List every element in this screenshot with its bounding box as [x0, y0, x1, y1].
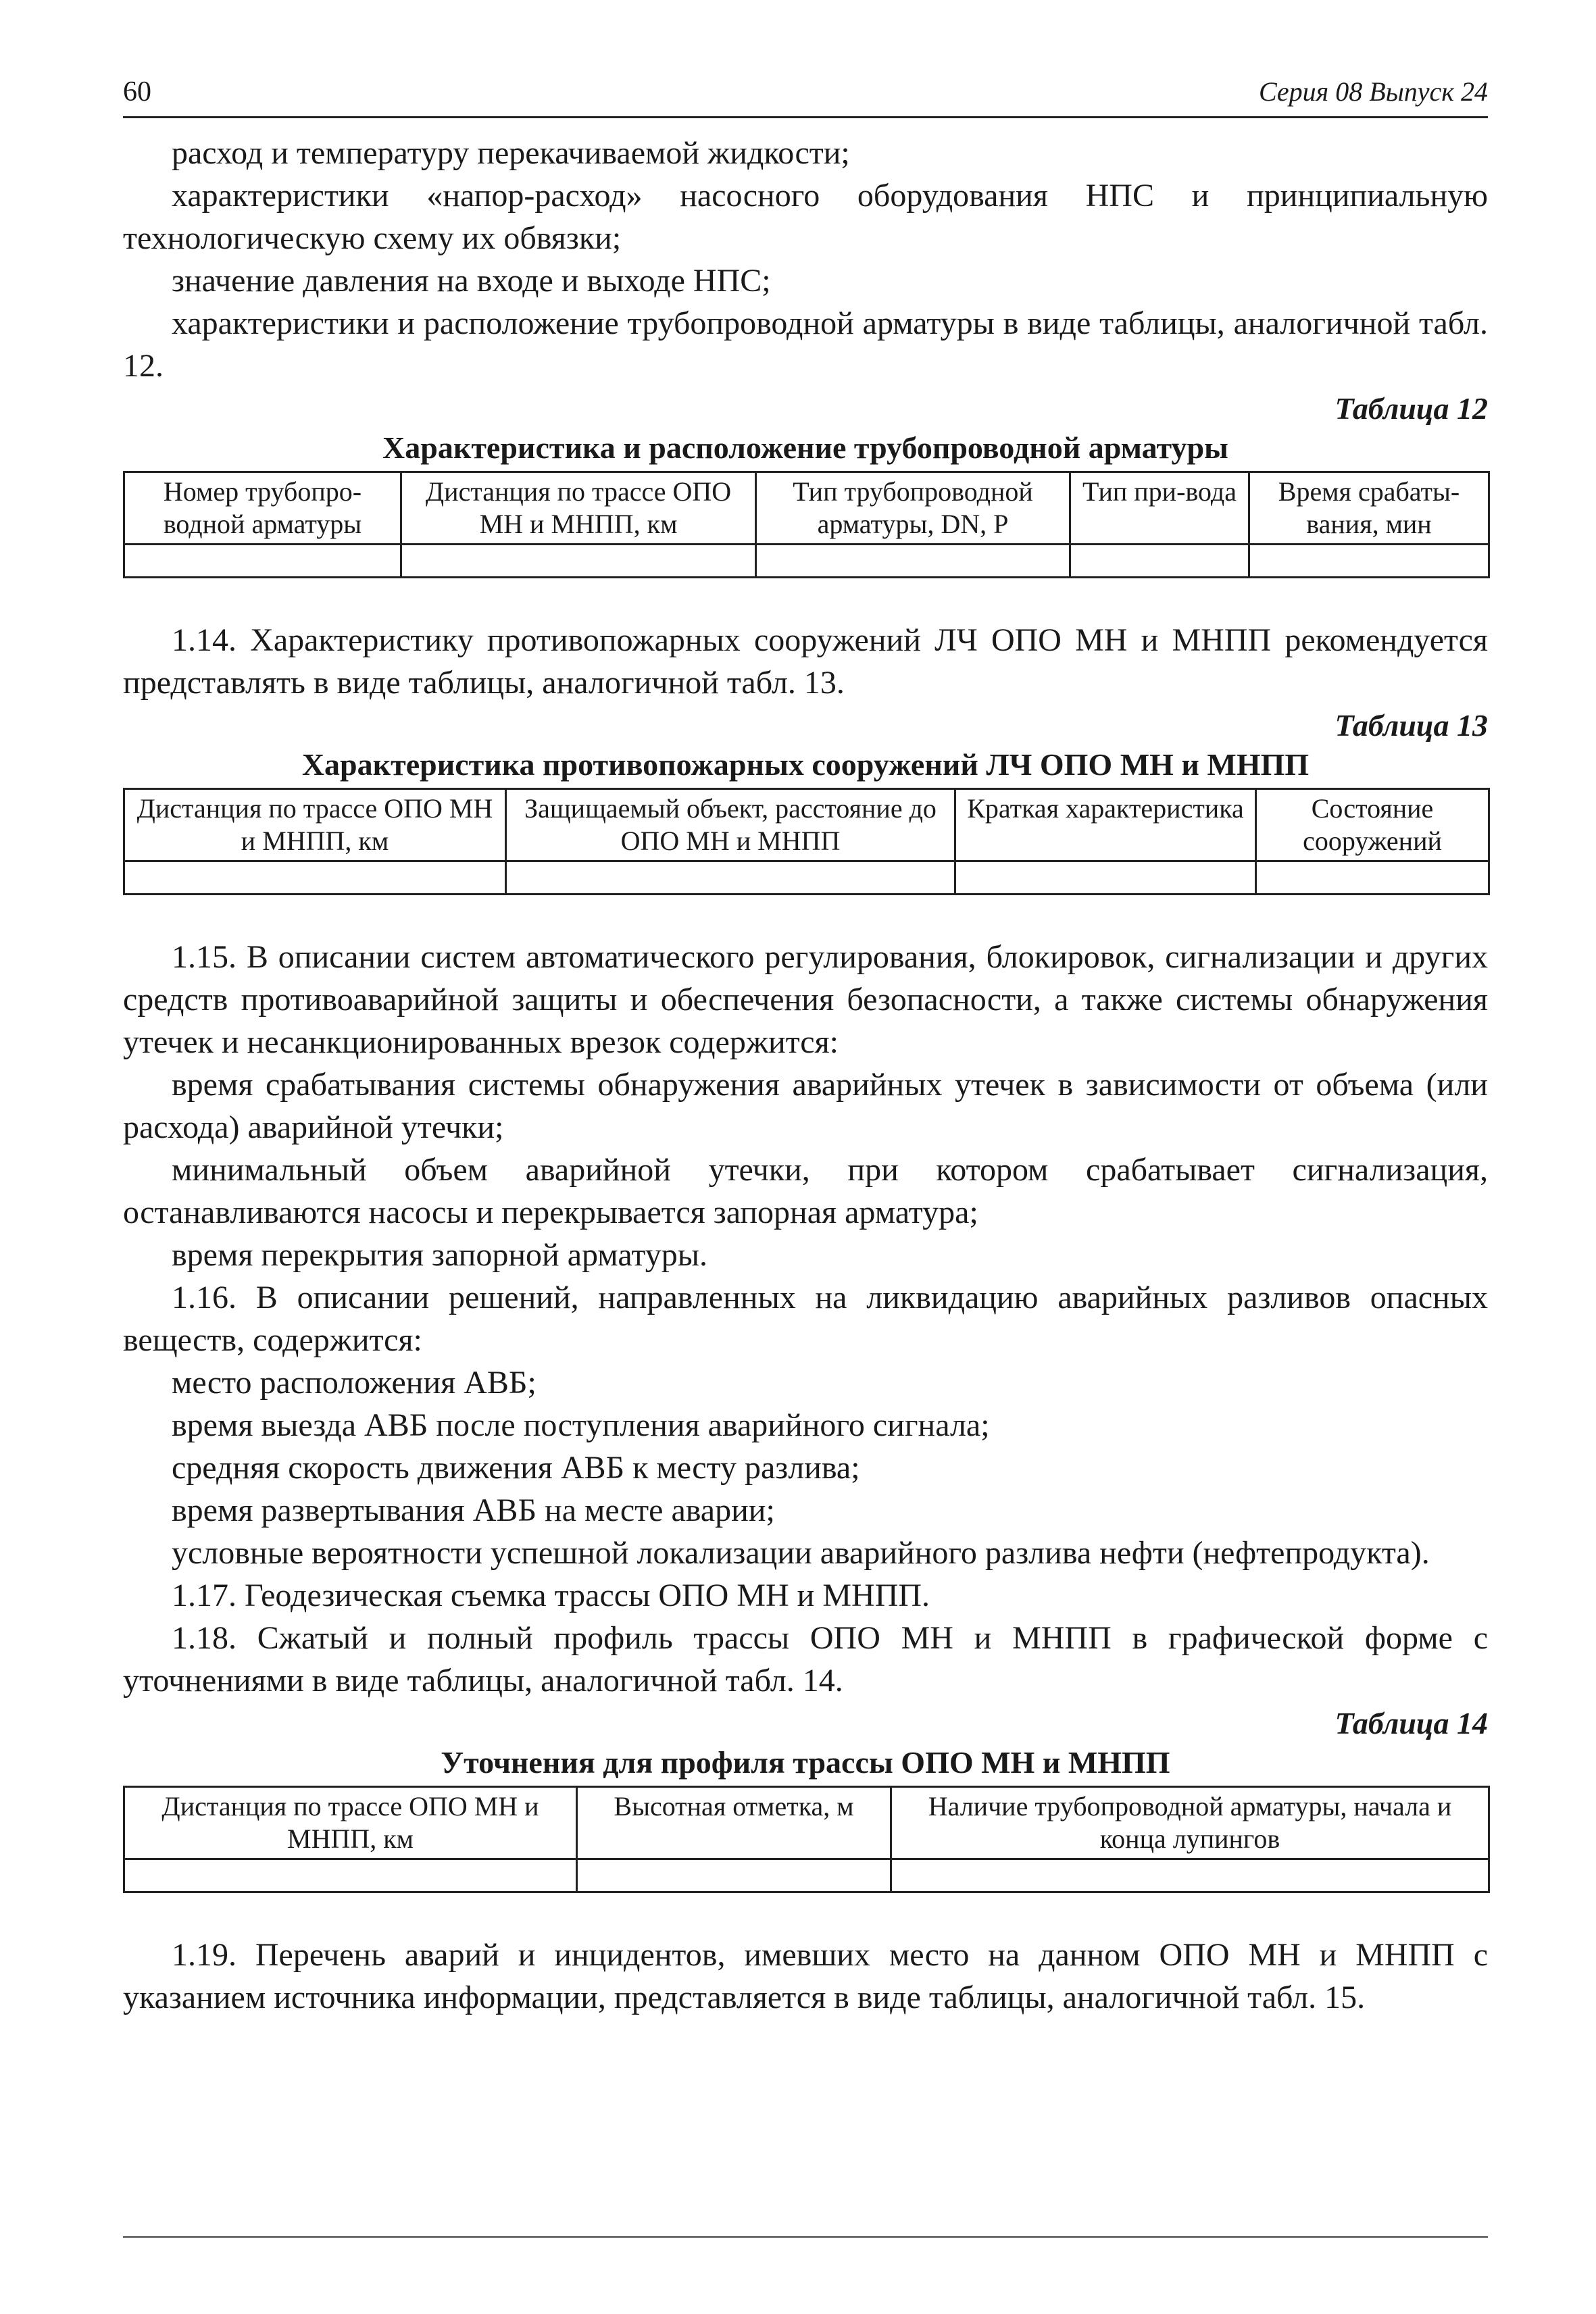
table-cell	[506, 861, 955, 895]
spacer	[123, 895, 1488, 936]
table-14-label: Таблица 14	[1335, 1706, 1488, 1740]
paragraph-1-19: 1.19. Перечень аварий и инцидентов, имевших место на данном ОПО МН и МНПП с указанием источника информации, представляется в виде таблицы, аналогичной табл. 15.	[123, 1937, 1488, 2015]
table-header-row	[124, 1787, 1489, 1859]
table-header-cell: Высотная отметка, м	[577, 1787, 891, 1859]
intro-item: характеристики «напор-расход» насосного оборудования НПС и принципиальную технологическую схему их обвязки;	[123, 178, 1488, 256]
page-number: 60	[123, 76, 151, 107]
spacer	[123, 578, 1488, 619]
table-13-title: Характеристика противопожарных сооружений ЛЧ ОПО МН и МНПП	[301, 747, 1310, 782]
footer-rule	[123, 2236, 1488, 2238]
table-header-cell: Время срабаты-вания, мин	[1249, 472, 1489, 545]
table-cell	[124, 545, 401, 578]
table-header-cell: Дистанция по трассе ОПО МН и МНПП, км	[124, 1787, 577, 1859]
paragraph-1-18: 1.18. Сжатый и полный профиль трассы ОПО МН и МНПП в графической форме с уточнениями в виде таблицы, аналогичной табл. 14.	[123, 1620, 1488, 1699]
list-item: средняя скорость движения АВБ к месту разлива;	[172, 1450, 860, 1486]
table-header-cell: Тип трубопроводной арматуры, DN, P	[756, 472, 1070, 545]
table-header-cell: Дистанция по трассе ОПО МН и МНПП, км	[401, 472, 756, 545]
table-empty-row	[124, 545, 1489, 578]
table-12-label: Таблица 12	[1335, 391, 1488, 426]
table-13-label: Таблица 13	[1335, 708, 1488, 743]
paragraph-1-15: 1.15. В описании систем автоматического регулирования, блокировок, сигнализации и других средств противоаварийной защиты и обеспечения безопасности, а также системы обнаружения утечек и несанкционированных врезок содержится:	[123, 939, 1488, 1060]
intro-item: характеристики и расположение трубопроводной арматуры в виде таблицы, аналогичной табл. 12.	[123, 305, 1488, 384]
paragraph-1-14: 1.14. Характеристику противопожарных сооружений ЛЧ ОПО МН и МНПП рекомендуется представлять в виде таблицы, аналогичной табл. 13.	[123, 622, 1488, 701]
table-header-cell: Состояние сооружений	[1256, 789, 1489, 861]
table-header-row	[124, 789, 1489, 861]
table-cell	[577, 1859, 891, 1892]
table-cell	[891, 1859, 1489, 1892]
paragraph-1-16: 1.16. В описании решений, направленных на ликвидацию аварийных разливов опасных веществ, содержится:	[123, 1280, 1488, 1358]
table-cell	[1070, 545, 1249, 578]
table-12-title: Характеристика и расположение трубопроводной арматуры	[382, 430, 1228, 465]
intro-item: расход и температуру перекачиваемой жидкости;	[172, 135, 850, 171]
table-cell	[1256, 861, 1489, 895]
table-header-cell: Краткая характеристика	[955, 789, 1256, 861]
table-header-cell: Наличие трубопроводной арматуры, начала и конца лупингов	[891, 1787, 1489, 1859]
table-header-cell: Тип при-вода	[1070, 472, 1249, 545]
list-item: место расположения АВБ;	[172, 1365, 537, 1401]
table-cell	[124, 861, 506, 895]
table-cell	[1249, 545, 1489, 578]
list-item: минимальный объем аварийной утечки, при котором срабатывает сигнализация, останавливаются насосы и перекрывается запорная арматура;	[123, 1152, 1488, 1230]
table-empty-row	[124, 1859, 1489, 1892]
list-item: время развертывания АВБ на месте аварии;	[172, 1492, 775, 1528]
table-14-title: Уточнения для профиля трассы ОПО МН и МНПП	[441, 1745, 1170, 1780]
intro-item: значение давления на входе и выходе НПС;	[172, 263, 771, 299]
list-item: время выезда АВБ после поступления аварийного сигнала;	[172, 1407, 990, 1443]
table-cell	[124, 1859, 577, 1892]
table-14	[123, 1786, 1490, 1893]
table-empty-row	[124, 861, 1489, 895]
page-body	[123, 132, 1488, 2019]
list-item: время срабатывания системы обнаружения аварийных утечек в зависимости от объема (или расхода) аварийной утечки;	[123, 1067, 1488, 1145]
paragraph-1-17: 1.17. Геодезическая съемка трассы ОПО МН и МНПП.	[172, 1578, 930, 1613]
table-header-cell: Номер трубопро-водной арматуры	[124, 472, 401, 545]
table-cell	[955, 861, 1256, 895]
list-item: условные вероятности успешной локализации аварийного разлива нефти (нефтепродукта).	[172, 1535, 1430, 1571]
table-header-cell: Дистанция по трассе ОПО МН и МНПП, км	[124, 789, 506, 861]
table-cell	[756, 545, 1070, 578]
running-header	[123, 76, 1488, 118]
table-13	[123, 788, 1490, 895]
list-item: время перекрытия запорной арматуры.	[172, 1237, 708, 1273]
table-12	[123, 471, 1490, 578]
table-header-cell: Защищаемый объект, расстояние до ОПО МН и МНПП	[506, 789, 955, 861]
table-cell	[401, 545, 756, 578]
table-header-row	[124, 472, 1489, 545]
spacer	[123, 1893, 1488, 1934]
series-title: Серия 08 Выпуск 24	[1258, 76, 1488, 107]
